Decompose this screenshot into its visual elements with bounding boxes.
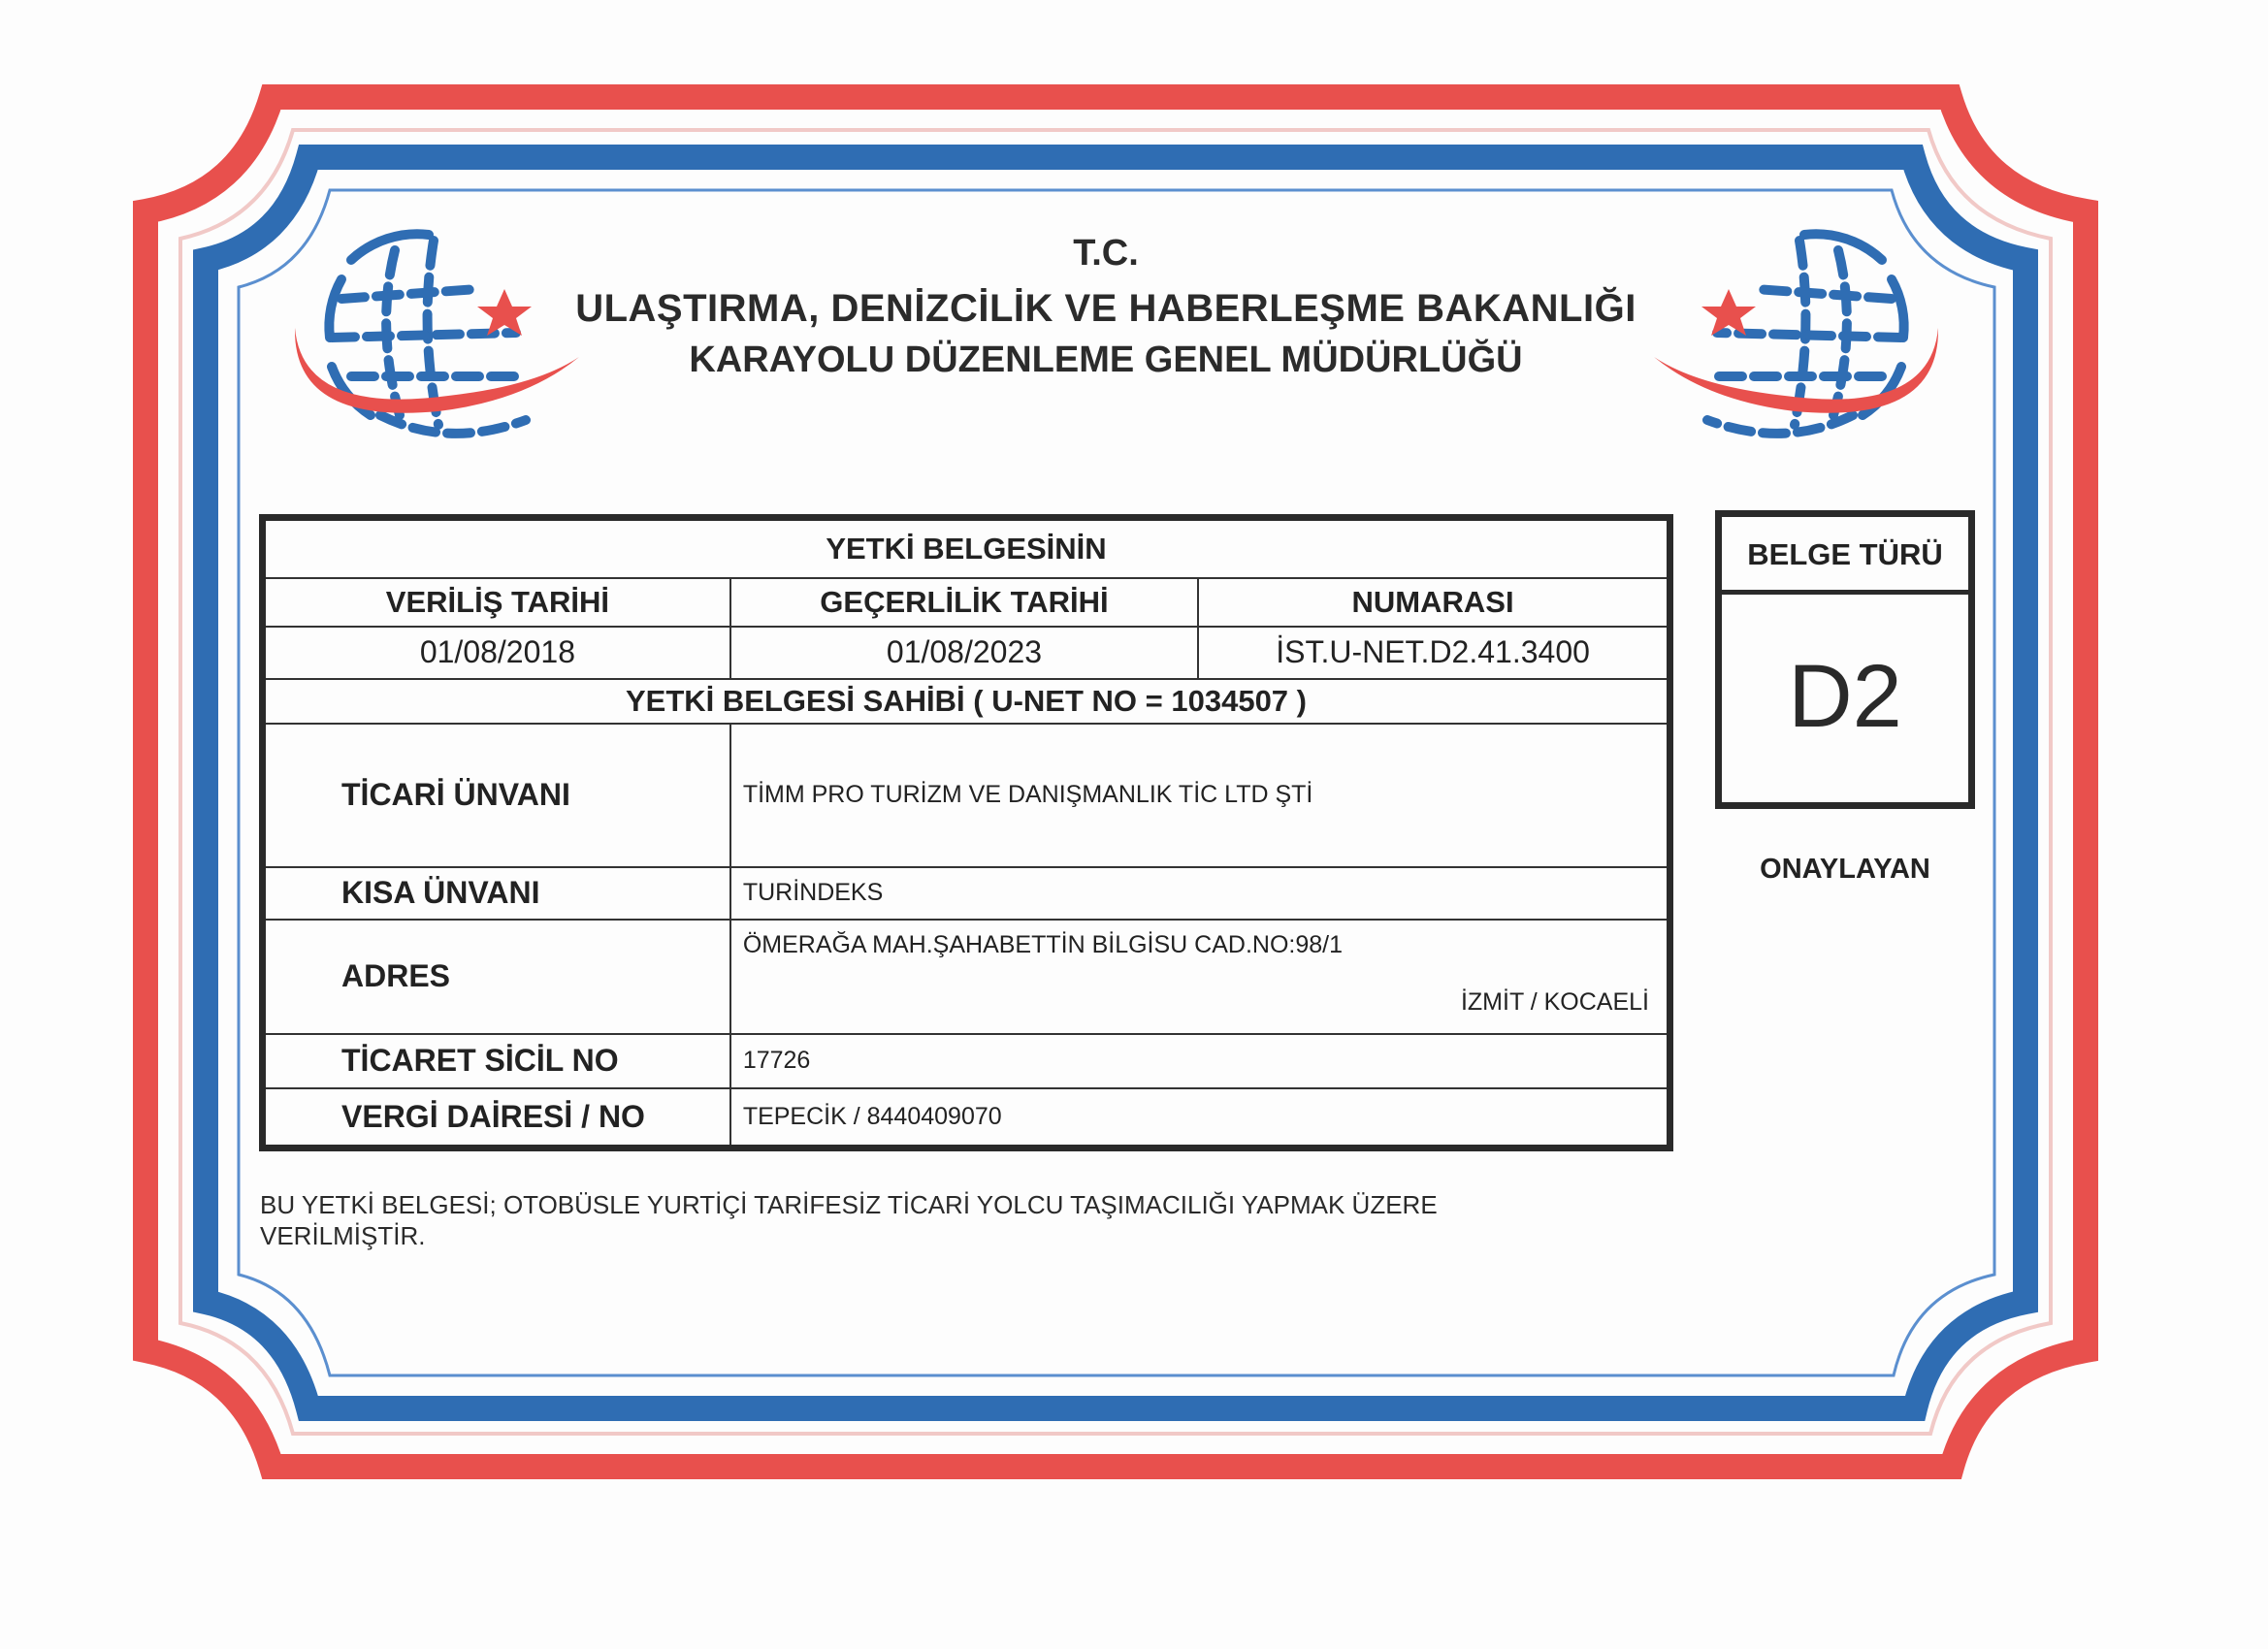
address-line2: İZMİT / KOCAELİ xyxy=(1460,987,1649,1016)
tax-label: VERGİ DAİRESİ / NO xyxy=(263,1088,730,1148)
column-issue-date: VERİLİŞ TARİHİ xyxy=(263,578,730,627)
address-line1: ÖMERAĞA MAH.ŞAHABETTİN BİLGİSU CAD.NO:98/1 xyxy=(742,930,1344,958)
registry-value: 17726 xyxy=(730,1034,1670,1088)
issue-date-value: 01/08/2018 xyxy=(263,627,730,679)
header-country: T.C. xyxy=(1073,233,1139,274)
document-type-label: BELGE TÜRÜ xyxy=(1722,517,1968,595)
tax-value: TEPECİK / 8440409070 xyxy=(730,1088,1670,1148)
header-directorate: KARAYOLU DÜZENLEME GENEL MÜDÜRLÜĞÜ xyxy=(689,340,1523,380)
holder-title: YETKİ BELGESİ SAHİBİ ( U-NET NO = 1034507 ) xyxy=(263,679,1670,724)
certificate-table xyxy=(259,514,1673,1151)
certificate-number-value: İST.U-NET.D2.41.3400 xyxy=(1198,627,1669,679)
address-cell xyxy=(730,920,1670,1034)
trade-name-label: TİCARİ ÜNVANI xyxy=(263,724,730,867)
globe-star-icon xyxy=(1639,221,1950,454)
column-number: NUMARASI xyxy=(1198,578,1669,627)
registry-label: TİCARET SİCİL NO xyxy=(263,1034,730,1088)
footer-note: BU YETKİ BELGESİ; OTOBÜSLE YURTİÇİ TARİFESİZ TİCARİ YOLCU TAŞIMACILIĞI YAPMAK ÜZERE VERİLMİŞTİR. xyxy=(260,1190,1438,1250)
validity-date-value: 01/08/2023 xyxy=(730,627,1198,679)
short-name-label: KISA ÜNVANI xyxy=(263,867,730,920)
short-name-value: TURİNDEKS xyxy=(730,867,1670,920)
header-ministry: ULAŞTIRMA, DENİZCİLİK VE HABERLEŞME BAKANLIĞI xyxy=(575,287,1636,330)
trade-name-value: TİMM PRO TURİZM VE DANIŞMANLIK TİC LTD ŞTİ xyxy=(730,724,1670,867)
section-title: YETKİ BELGESİNİN xyxy=(263,518,1670,578)
document-type-box xyxy=(1715,510,1975,809)
address-label: ADRES xyxy=(263,920,730,1034)
column-validity-date: GEÇERLİLİK TARİHİ xyxy=(730,578,1198,627)
document-type-value: D2 xyxy=(1788,647,1902,746)
approver-label: ONAYLAYAN xyxy=(1760,854,1930,885)
